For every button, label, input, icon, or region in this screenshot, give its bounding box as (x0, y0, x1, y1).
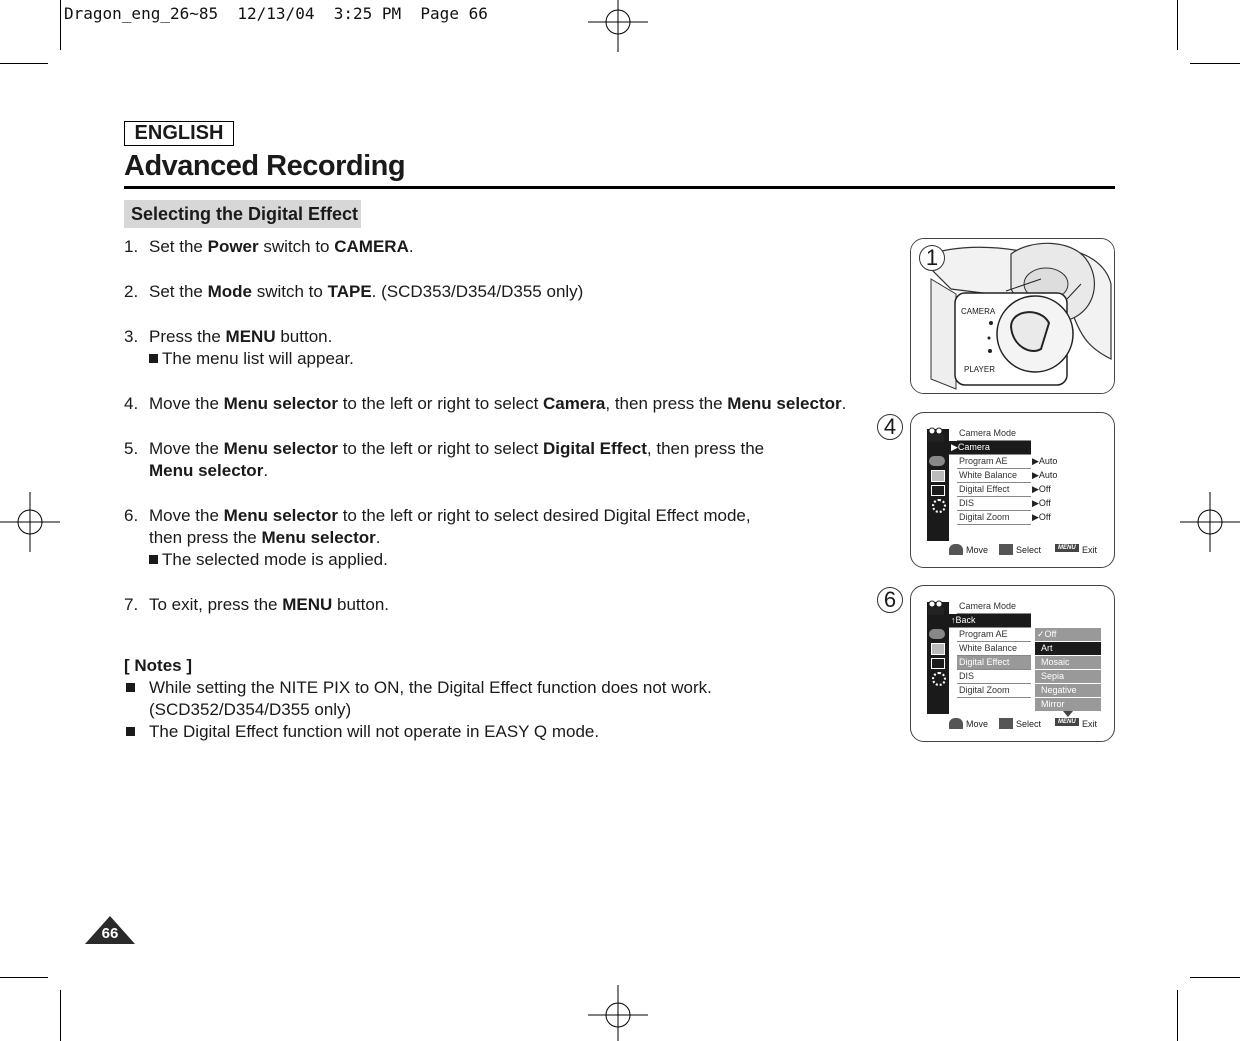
step-text-part: Press the (149, 327, 226, 346)
step-number: 5. (124, 439, 139, 458)
step-number: 1. (124, 237, 139, 256)
white-balance-icon (931, 470, 945, 482)
figure-4-menu-screen (910, 412, 1115, 568)
page-number-badge (84, 915, 136, 945)
step-text-part: , then press the (646, 439, 765, 458)
step-text-part: . (263, 461, 269, 480)
step-keyword: Menu selector (223, 394, 338, 413)
program-ae-icon (929, 629, 945, 639)
digital-effect-icon (931, 485, 945, 496)
menu-button-icon: MENU (1055, 544, 1079, 552)
program-ae-icon (929, 456, 945, 466)
step-text-part: . (375, 528, 381, 547)
registration-mark-icon (588, 0, 648, 52)
effect-option-selected: Art (1035, 642, 1101, 656)
crop-mark (1190, 977, 1240, 978)
step-text-part: then press the (149, 528, 262, 547)
move-icon (949, 718, 963, 729)
footer-select: Select (1016, 545, 1042, 555)
step-number: 6. (124, 506, 139, 525)
registration-mark-icon (0, 492, 60, 552)
step-item (124, 326, 884, 370)
step-item (124, 393, 884, 415)
menu-item: Digital Zoom (957, 511, 1031, 525)
section-title: Selecting the Digital Effect (124, 200, 361, 228)
step-keyword: Camera (543, 394, 606, 413)
scroll-down-arrow-icon (1063, 711, 1073, 717)
camera-mode-icon (926, 427, 948, 443)
registration-mark-icon (1180, 492, 1240, 552)
select-icon (999, 544, 1013, 555)
instruction-steps (124, 236, 884, 639)
language-tag: ENGLISH (124, 121, 234, 146)
step-sub-text: The selected mode is applied. (162, 550, 388, 569)
step-text-part: to the left or right to select (337, 394, 544, 413)
menu-value: ▶Off (1032, 512, 1051, 522)
menu-item: Digital Effect (957, 483, 1031, 497)
effect-option: Mosaic (1035, 656, 1101, 670)
crop-mark (1177, 990, 1178, 1041)
step-text-part: to the left or right to select (337, 439, 544, 458)
effect-option: Mirror (1035, 698, 1101, 712)
bullet-square-icon (126, 683, 135, 692)
crop-mark (0, 977, 48, 978)
step-text-part: Move the (149, 506, 224, 525)
step-text (149, 393, 884, 415)
crop-mark (60, 990, 61, 1041)
page-title: Advanced Recording (124, 150, 406, 182)
bullet-square-icon (149, 354, 158, 363)
settings-gear-icon (932, 499, 946, 513)
effect-option: Negative (1035, 684, 1101, 698)
print-header: Dragon_eng_26~85 12/13/04 3:25 PM Page 66 (64, 4, 488, 23)
step-keyword: Menu selector (223, 506, 338, 525)
step-keyword: TAPE (327, 282, 372, 301)
menu-value: ▶Auto (1032, 456, 1058, 466)
menu-title: Camera Mode (957, 600, 1031, 614)
step-text-part: to the left or right to select desired Digital Effect mode, (337, 506, 751, 525)
step-keyword: CAMERA (334, 237, 409, 256)
crop-mark (1190, 63, 1240, 64)
step-text-part: switch to (258, 237, 335, 256)
note-item (124, 677, 884, 721)
notes-section (124, 655, 884, 743)
step-text-part: . (SCD353/D354/D355 only) (371, 282, 584, 301)
crop-mark (0, 63, 48, 64)
menu-button-icon: MENU (1055, 718, 1079, 726)
step-text (149, 326, 884, 348)
menu-item: DIS (957, 670, 1031, 684)
step-keyword: MENU (225, 327, 276, 346)
step-item (124, 505, 884, 571)
step-text-part: switch to (252, 282, 328, 301)
step-text-part: Set the (149, 237, 208, 256)
menu-item: DIS (957, 497, 1031, 511)
effect-option: Sepia (1035, 670, 1101, 684)
title-divider (124, 186, 1115, 189)
page-number: 66 (101, 925, 119, 942)
menu-item: Digital Zoom (957, 684, 1031, 698)
step-text-part: To exit, press the (149, 595, 283, 614)
step-text (149, 438, 884, 482)
effect-option: ✓Off (1035, 628, 1101, 642)
bullet-square-icon (149, 555, 158, 564)
step-number: 4. (124, 394, 139, 413)
menu-item: White Balance (957, 469, 1031, 483)
switch-label-player: PLAYER (964, 365, 995, 374)
step-keyword: Menu selector (149, 461, 264, 480)
step-number: 3. (124, 327, 139, 346)
note-text: The Digital Effect function will not operate in EASY Q mode. (149, 722, 600, 741)
menu-value: ▶Auto (1032, 470, 1058, 480)
step-text-part: . (408, 237, 414, 256)
step-text-part: Set the (149, 282, 208, 301)
step-sub-bullet (149, 348, 884, 370)
menu-item: White Balance (957, 642, 1031, 656)
step-item (124, 236, 884, 258)
select-icon (999, 718, 1013, 729)
step-text-part: , then press the (605, 394, 728, 413)
figure-number: 6 (877, 587, 903, 613)
menu-back: ↑Back (949, 614, 1031, 628)
step-text-part: Move the (149, 394, 224, 413)
step-keyword: Digital Effect (543, 439, 647, 458)
notes-heading: [ Notes ] (124, 656, 192, 675)
step-item (124, 281, 884, 303)
step-number: 7. (124, 595, 139, 614)
figure-number: 1 (919, 245, 945, 271)
footer-exit: Exit (1082, 719, 1098, 729)
step-text (149, 281, 884, 303)
crop-mark (60, 0, 61, 50)
menu-item: Program AE (957, 628, 1031, 642)
step-text (149, 236, 884, 258)
figure-6-menu-screen (910, 585, 1115, 742)
note-text: While setting the NITE PIX to ON, the Digital Effect function does not work. (149, 678, 712, 697)
step-text-part: Move the (149, 439, 224, 458)
step-text-part: . (841, 394, 847, 413)
white-balance-icon (931, 643, 945, 655)
move-icon (949, 544, 963, 555)
footer-move: Move (966, 545, 989, 555)
step-sub-bullet (149, 549, 884, 571)
figure-number: 4 (877, 414, 903, 440)
menu-item: Program AE (957, 455, 1031, 469)
footer-exit: Exit (1082, 545, 1098, 555)
step-keyword: Menu selector (727, 394, 842, 413)
registration-mark-icon (588, 985, 648, 1041)
footer-select: Select (1016, 719, 1042, 729)
menu-selected-camera: ▶Camera (949, 441, 1031, 455)
camera-mode-icon (926, 600, 948, 616)
step-text (149, 505, 884, 549)
crop-mark (1177, 0, 1178, 50)
step-number: 2. (124, 282, 139, 301)
step-text-part: button. (332, 595, 390, 614)
settings-gear-icon (932, 672, 946, 686)
footer-move: Move (966, 719, 989, 729)
step-keyword: Power (207, 237, 259, 256)
menu-value: ▶Off (1032, 484, 1051, 494)
step-item (124, 594, 884, 616)
step-text-part: button. (275, 327, 333, 346)
switch-label-camera: CAMERA (961, 307, 996, 316)
step-keyword: MENU (282, 595, 333, 614)
menu-value: ▶Off (1032, 498, 1051, 508)
step-text (149, 594, 884, 616)
note-text: (SCD352/D354/D355 only) (149, 700, 352, 719)
digital-effect-icon (931, 658, 945, 669)
step-keyword: Mode (207, 282, 252, 301)
step-keyword: Menu selector (261, 528, 376, 547)
menu-item-digital-effect: Digital Effect (957, 656, 1031, 670)
step-item (124, 438, 884, 482)
bullet-square-icon (126, 727, 135, 736)
menu-title: Camera Mode (957, 427, 1031, 441)
step-sub-text: The menu list will appear. (162, 349, 354, 368)
note-item (124, 721, 884, 743)
step-keyword: Menu selector (223, 439, 338, 458)
